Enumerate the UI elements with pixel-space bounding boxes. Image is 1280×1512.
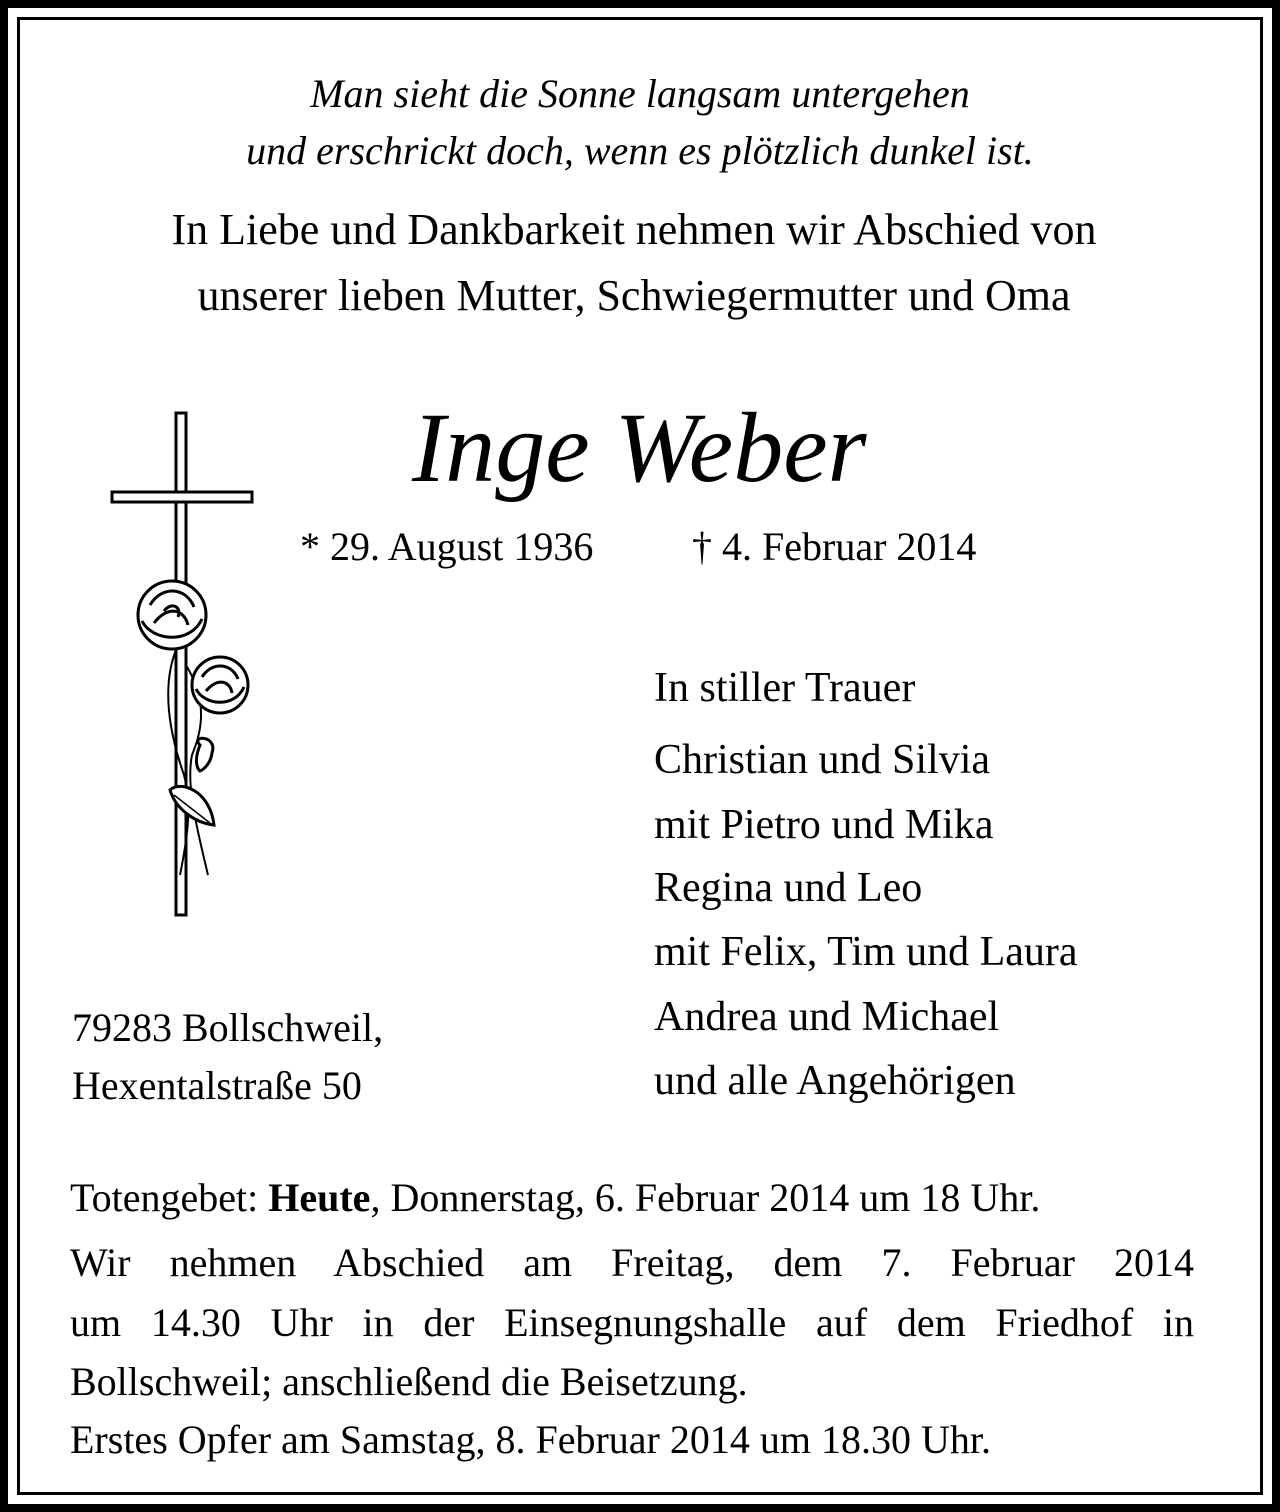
motto-line-1: Man sieht die Sonne langsam untergehen — [310, 71, 970, 116]
cross-with-roses-icon — [100, 405, 260, 925]
farewell-line-3: Bollschweil; anschließend die Beisetzung. — [70, 1359, 748, 1404]
prayer-today: Heute — [268, 1175, 371, 1220]
mourner-line: und alle Angehörigen — [654, 1058, 1016, 1104]
address-line-1: 79283 Bollschweil, — [72, 1005, 384, 1050]
mourner-line: Regina und Leo — [654, 865, 923, 911]
intro-line-1: In Liebe und Dankbarkeit nehmen wir Abschied von — [171, 205, 1097, 254]
intro-line-2: unserer lieben Mutter, Schwiegermutter und Oma — [197, 271, 1071, 320]
mourning-heading: In stiller Trauer — [654, 665, 916, 711]
prayer-notice — [70, 1175, 1194, 1220]
prayer-date: , Donnerstag, 6. Februar 2014 um 18 Uhr. — [370, 1175, 1041, 1220]
offering-notice: Erstes Opfer am Samstag, 8. Februar 2014 um 18.30 Uhr. — [70, 1417, 991, 1462]
mourner-line: Christian und Silvia — [654, 737, 990, 783]
farewell-line-2: um 14.30 Uhr in der Einsegnungshalle auf dem Friedhof in — [70, 1300, 1194, 1345]
mourner-line: mit Pietro und Mika — [654, 802, 994, 848]
motto-line-2: und erschrickt doch, wenn es plötzlich dunkel ist. — [246, 128, 1034, 173]
mourner-line: mit Felix, Tim und Laura — [654, 929, 1078, 975]
prayer-label: Totengebet: — [70, 1175, 269, 1220]
death-date: † 4. Februar 2014 — [692, 524, 977, 569]
mourner-line: Andrea und Michael — [654, 994, 1000, 1040]
birth-date: * 29. August 1936 — [300, 524, 594, 569]
address-line-2: Hexentalstraße 50 — [72, 1063, 362, 1108]
deceased-name: Inge Weber — [412, 392, 867, 503]
farewell-line-1: Wir nehmen Abschied am Freitag, dem 7. Februar 2014 — [70, 1240, 1194, 1285]
